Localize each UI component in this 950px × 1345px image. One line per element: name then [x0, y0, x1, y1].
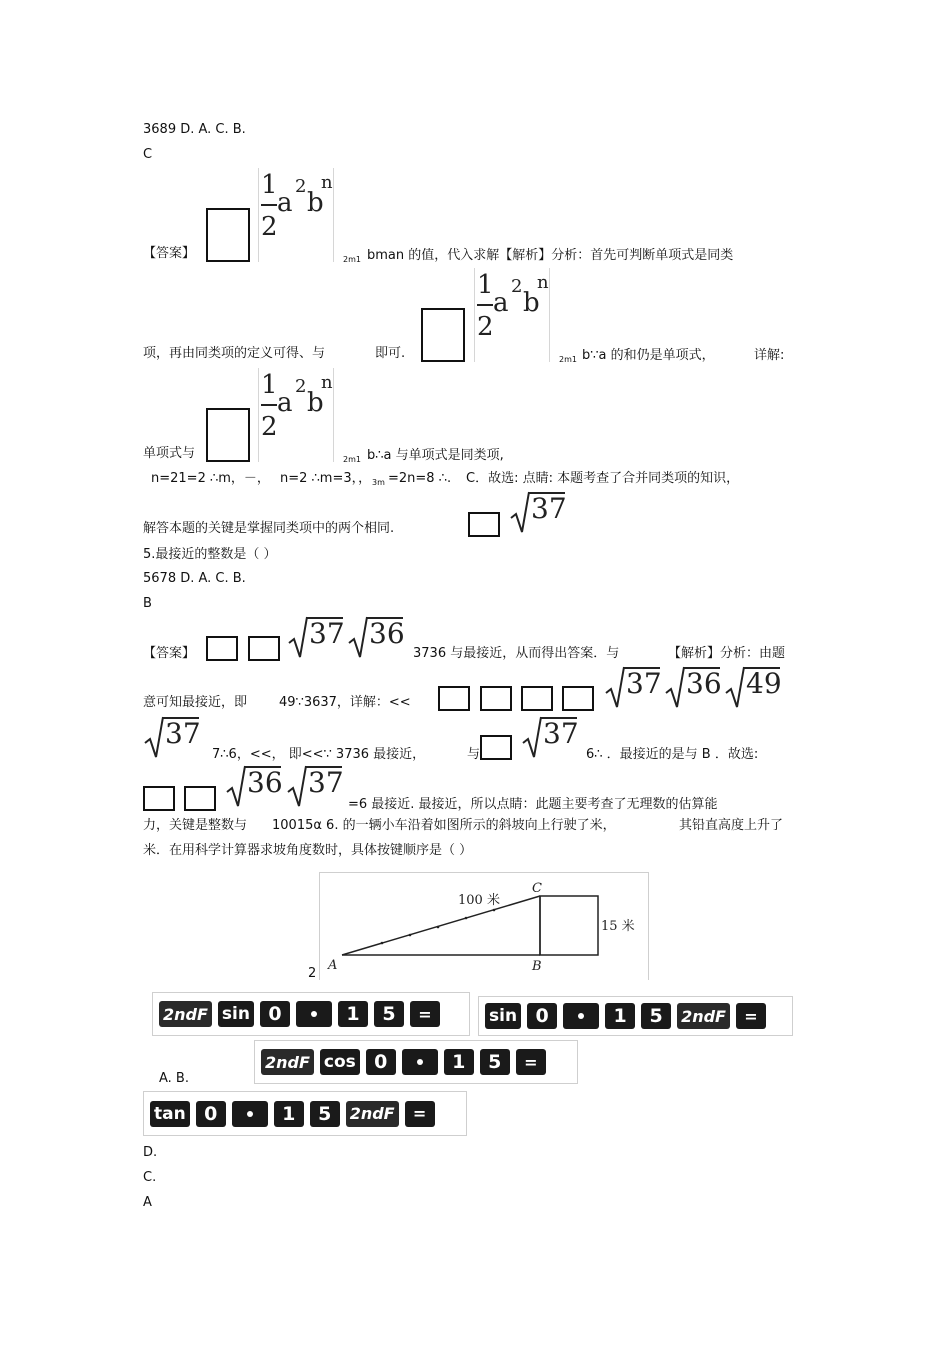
fraction-image: 1 2 a 2 b n [258, 168, 334, 262]
key-equals: = [516, 1049, 546, 1075]
sqrt-37-image: 37 [521, 715, 577, 761]
options-line-2: 5678 D. A. C. B. [143, 571, 246, 586]
key-1: 1 [444, 1049, 474, 1075]
question-6-text-1: 力，关键是整数与 [143, 818, 248, 833]
sqrt-36-image: 36 [347, 615, 403, 661]
option-d: D. [143, 1145, 158, 1160]
hypotenuse-label: 100 米 [458, 893, 500, 908]
explanation-text-3: b∵a 的和仍是单项式， [582, 348, 715, 363]
key-0: 0 [196, 1101, 226, 1127]
key-5: 5 [374, 1001, 404, 1027]
key-cos: cos [320, 1049, 360, 1075]
sqrt-37-image: 37 [287, 615, 343, 661]
placeholder-box [562, 686, 594, 711]
placeholder-box [468, 512, 500, 537]
options-line-1: 3689 D. A. C. B. [143, 122, 246, 137]
key-5: 5 [310, 1101, 340, 1127]
analysis-text-1: bman 的值，代入求解【解析】分析：首先可判断单项式是同类 [367, 248, 734, 263]
key-sin: sin [485, 1003, 521, 1029]
vertex-a-label: A [328, 958, 338, 973]
sqrt-37-image: 37 [509, 490, 565, 536]
key-point-text: 解答本题的关键是掌握同类项中的两个相同. [143, 521, 395, 536]
vertex-c-label: C [532, 881, 542, 896]
key-dot [232, 1101, 268, 1127]
figure-number: 2 [308, 966, 317, 981]
equation-text-1: n=21=2 ∴m，－， [151, 471, 270, 486]
key-sequence-a [152, 992, 470, 1036]
analysis-text-2: 【解析】分析：由题 [668, 646, 786, 661]
options-ab: A. B. [159, 1071, 189, 1086]
answer-text-2: 3736 与最接近，从而得出答案．与 [413, 646, 620, 661]
key-0: 0 [527, 1003, 557, 1029]
analysis-text-3: 意可知最接近，即 [143, 695, 248, 710]
question-6-text-3: 其铅直高度上升了 [679, 818, 784, 833]
height-label: 15 米 [601, 919, 635, 934]
answer-letter-3: A [143, 1195, 152, 1210]
question-6-text-4: 米．在用科学计算器求坡角度数时，具体按键顺序是（ ） [143, 843, 473, 858]
conclusion-text: =6 最接近. 最接近，所以点睛：此题主要考查了无理数的估算能 [348, 797, 718, 812]
key-5: 5 [641, 1003, 671, 1029]
subscript-text: 2m1 [343, 255, 361, 264]
subscript-text: 3m [372, 478, 385, 487]
detail-text-2: 与 [467, 747, 481, 762]
sqrt-49-image: 49 [724, 665, 780, 711]
placeholder-box [480, 735, 512, 760]
key-equals: = [410, 1001, 440, 1027]
answer-label-1: 【答案】 [143, 246, 196, 261]
key-dot [296, 1001, 332, 1027]
key-equals: = [736, 1003, 766, 1029]
placeholder-box [184, 786, 216, 811]
fraction-image: 1 2 a 2 b n [258, 368, 334, 462]
key-tan: tan [150, 1101, 190, 1127]
key-1: 1 [605, 1003, 635, 1029]
placeholder-box [248, 636, 280, 661]
sqrt-37-image: 37 [143, 715, 199, 761]
key-sequence-b [478, 996, 793, 1036]
key-0: 0 [366, 1049, 396, 1075]
key-sequence-c [254, 1040, 578, 1084]
key-0: 0 [260, 1001, 290, 1027]
analysis-text-4: 49∵3637，详解：<< [279, 695, 411, 710]
key-1: 1 [338, 1001, 368, 1027]
placeholder-box [438, 686, 470, 711]
placeholder-box [521, 686, 553, 711]
choice-comment: C．故选: 点睛: 本题考查了合并同类项的知识， [466, 471, 740, 486]
fraction-image: 1 2 a 2 b n [474, 268, 550, 362]
explanation-text-1: 项，再由同类项的定义可得、与 [143, 346, 326, 361]
answer-label-2: 【答案】 [143, 646, 196, 661]
question-5: 5.最接近的整数是（ ） [143, 547, 277, 562]
vertex-b-label: B [532, 959, 542, 974]
key-2ndf: 2ndF [159, 1001, 212, 1027]
key-sin: sin [218, 1001, 254, 1027]
explanation-text-6: b∴a 与单项式是同类项, [367, 448, 504, 463]
answer-letter-2: B [143, 596, 152, 611]
placeholder-box [143, 786, 175, 811]
key-dot [563, 1003, 599, 1029]
sqrt-36-image: 36 [664, 665, 720, 711]
detail-text-3: 6∴ ．最接近的是与 B ．故选: [586, 747, 759, 762]
equation-text-3: =2n=8 ∴. [388, 471, 452, 486]
key-dot [402, 1049, 438, 1075]
option-c: C. [143, 1170, 157, 1185]
subscript-text: 2m1 [559, 355, 577, 364]
placeholder-box [206, 636, 238, 661]
question-6-text-2: 10015α 6. 的一辆小车沿着如图所示的斜坡向上行驶了米， [272, 818, 616, 833]
subscript-text: 2m1 [343, 455, 361, 464]
sqrt-36-image: 36 [225, 764, 281, 810]
key-sequence-d [143, 1091, 467, 1136]
key-1: 1 [274, 1101, 304, 1127]
placeholder-box [206, 408, 250, 462]
key-5: 5 [480, 1049, 510, 1075]
placeholder-box [206, 208, 250, 262]
placeholder-box [421, 308, 465, 362]
explanation-text-5: 单项式与 [143, 446, 196, 461]
slope-diagram [319, 872, 649, 980]
placeholder-box [480, 686, 512, 711]
answer-letter-1: C [143, 147, 153, 162]
equation-text-2: n=2 ∴m=3，， [280, 471, 372, 486]
key-2ndf: 2ndF [677, 1003, 730, 1029]
sqrt-37-image: 37 [286, 764, 342, 810]
sqrt-37-image: 37 [604, 665, 660, 711]
detail-text-1: 7∴6，<<， 即<<∵ 3736 最接近， [212, 747, 426, 762]
explanation-text-2: 即可. [375, 346, 406, 361]
explanation-text-4: 详解: [754, 348, 785, 363]
key-2ndf: 2ndF [261, 1049, 314, 1075]
key-equals: = [405, 1101, 435, 1127]
key-2ndf: 2ndF [346, 1101, 399, 1127]
